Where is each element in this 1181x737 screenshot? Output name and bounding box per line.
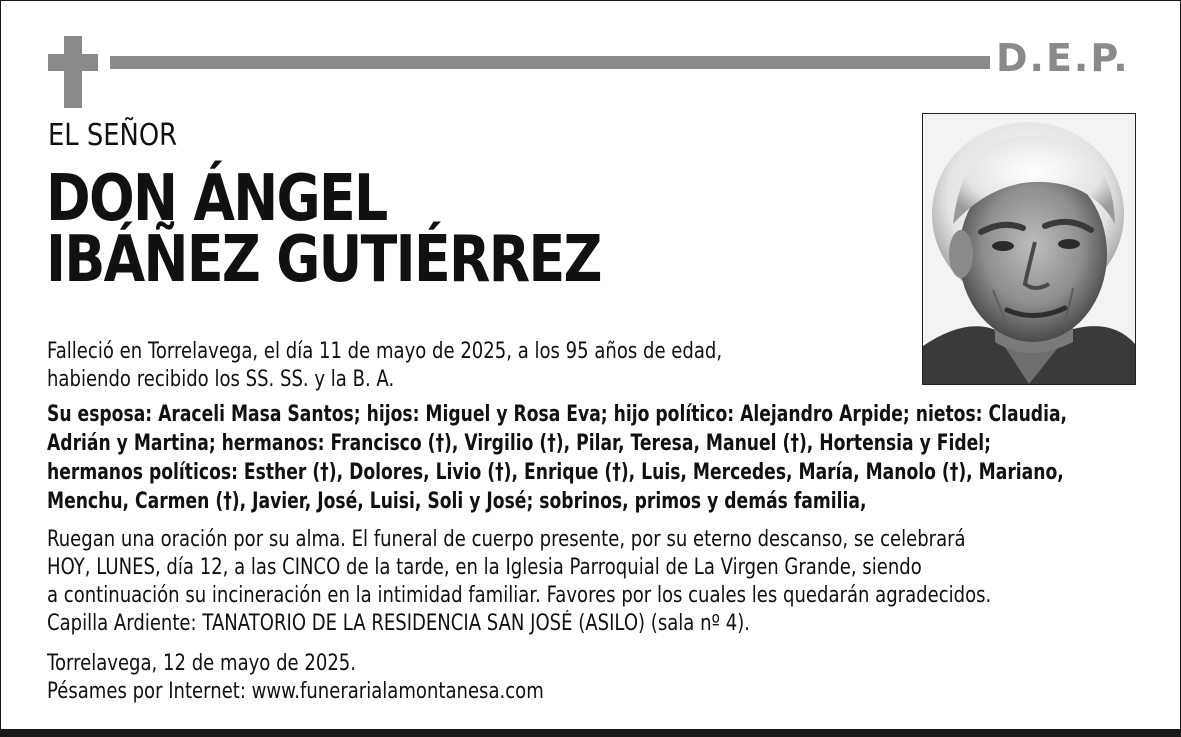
death-info-line-2: habiendo recibido los SS. SS. y la B. A.: [47, 367, 395, 392]
funeral-line-1: Ruegan una oración por su alma. El funeral de cuerpo presente, por su eterno descanso, se celebrará: [47, 527, 966, 552]
header-rule: [110, 56, 990, 69]
family-line-3: hermanos políticos: Esther (†), Dolores, Livio (†), Enrique (†), Luis, Mercedes, María, Manolo (†), Mariano,: [47, 460, 1064, 485]
deceased-name: [46, 162, 601, 297]
funeral-line-4: Capilla Ardiente: TANATORIO DE LA RESIDENCIA SAN JOSÉ (ASILO) (sala nº 4).: [47, 611, 750, 636]
condolences-web: Pésames por Internet: www.funerarialamontanesa.com: [47, 679, 544, 704]
name-line-1: DON ÁNGEL: [46, 162, 387, 236]
funeral-line-2: HOY, LUNES, día 12, a las CINCO de la tarde, en la Iglesia Parroquial de La Virgen Grande, siendo: [47, 555, 922, 580]
bottom-bar: [0, 729, 1181, 737]
dep-heading: D.E.P.: [996, 36, 1130, 80]
deceased-prefix: EL SEÑOR: [48, 118, 178, 153]
name-line-2: IBÁÑEZ GUTIÉRREZ: [46, 223, 601, 297]
family-line-2: Adrián y Martina; hermanos: Francisco (†), Virgilio (†), Pilar, Teresa, Manuel (†), Hortensia y Fidel;: [47, 431, 992, 456]
family-line-1: Su esposa: Araceli Masa Santos; hijos: Miguel y Rosa Eva; hijo político: Alejandro Arpide; nietos: Claudia,: [47, 402, 1068, 427]
deceased-photo: [922, 113, 1136, 385]
funeral-line-3: a continuación su incineración en la intimidad familiar. Favores por los cuales les quedarán agradecidos.: [47, 583, 992, 608]
place-date: Torrelavega, 12 de mayo de 2025.: [47, 651, 357, 676]
death-info-line-1: Falleció en Torrelavega, el día 11 de mayo de 2025, a los 95 años de edad,: [47, 339, 723, 364]
cross-icon: [48, 36, 98, 108]
family-line-4: Menchu, Carmen (†), Javier, José, Luisi, Soli y José; sobrinos, primos y demás familia,: [47, 489, 867, 514]
